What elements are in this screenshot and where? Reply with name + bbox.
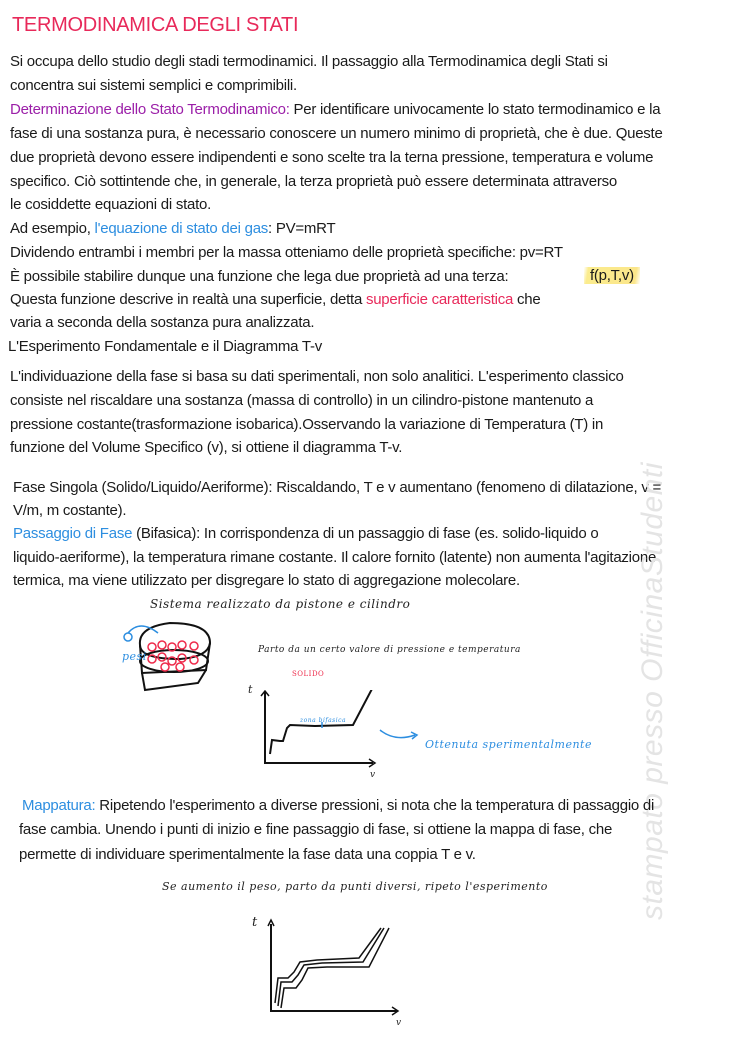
phase-map-sketch xyxy=(262,918,412,1023)
fase-singola-line: Fase Singola (Solido/Liquido/Aeriforme): Riscaldando, T e v aumentano (fenomeno di dilatazione, v = xyxy=(13,479,662,496)
passaggio-label: Passaggio di Fase xyxy=(13,525,133,542)
determinazione-line: fase di una sostanza pura, è necessario conoscere un numero minimo di proprietà, che è due. Queste xyxy=(10,125,663,142)
fase-singola-line: V/m, m costante). xyxy=(13,502,127,519)
sketch1-caption: Sistema realizzato da pistone e cilindro xyxy=(150,597,411,611)
ottenuta-label: Ottenuta sperimentalmente xyxy=(425,738,592,751)
esperimento-line: consiste nel riscaldare una sostanza (massa di controllo) in un cilindro-pistone mantenuto a xyxy=(10,392,594,409)
esperimento-line: funzione del Volume Specifico (v), si ottiene il diagramma T-v. xyxy=(10,439,403,456)
passaggio-line xyxy=(13,524,598,544)
bifasica-label: zona bifasica xyxy=(300,717,347,724)
section-heading: L'Esperimento Fondamentale e il Diagramma T-v xyxy=(8,338,322,355)
solido-label: SOLIDO xyxy=(292,670,325,678)
mappatura-line xyxy=(22,796,654,816)
esempio-prefix: Ad esempio, xyxy=(10,220,95,237)
mappatura-line: permette di individuare sperimentalmente la fase data una coppia T e v. xyxy=(19,846,476,863)
possibile-line xyxy=(10,267,508,287)
passaggio-line: liquido-aeriforme), la temperatura rimane costante. Il calore fornito (latente) non aumenta l'agitazione xyxy=(13,549,657,566)
determinazione-label: Determinazione dello Stato Termodinamico: xyxy=(10,101,290,118)
determinazione-line xyxy=(10,100,660,120)
esempio-line xyxy=(10,219,335,239)
page-title: TERMODINAMICA DEGLI STATI xyxy=(12,14,299,36)
esempio-suffix: : PV=mRT xyxy=(268,220,336,237)
tv-diagram-sketch xyxy=(255,690,430,770)
sketch2-caption: Se aumento il peso, parto da punti diversi, ripeto l'esperimento xyxy=(162,880,548,893)
equazione-gas-link: l'equazione di stato dei gas xyxy=(94,220,269,237)
superficie-term: superficie caratteristica xyxy=(365,291,514,308)
determinazione-line: due proprietà devono essere indipendenti e sono scelte tra la terna pressione, temperatura e volume xyxy=(10,149,654,166)
watermark: stampato presso OfficinaStudenti xyxy=(636,462,669,920)
mappatura-text: Ripetendo l'esperimento a diverse pressioni, si nota che la temperatura di passaggio di xyxy=(95,797,655,814)
superficie-line: varia a seconda della sostanza pura analizzata. xyxy=(10,314,315,331)
esperimento-line: pressione costante(trasformazione isobarica).Osservando la variazione di Temperatura (T) in xyxy=(10,416,604,433)
v-axis-label: v xyxy=(396,1018,402,1028)
v-axis-label: v xyxy=(370,770,376,780)
mappatura-label: Mappatura: xyxy=(22,797,96,814)
superficie-line xyxy=(10,290,540,310)
passaggio-text: (Bifasica): In corrispondenza di un passaggio di fase (es. solido-liquido o xyxy=(132,525,599,542)
esperimento-line: L'individuazione della fase si basa su dati sperimentali, non solo analitici. L'esperimento classico xyxy=(10,368,624,385)
passaggio-line: termica, ma viene utilizzato per disgregare lo stato di aggregazione molecolare. xyxy=(13,572,520,589)
formula: f(p,T,v) xyxy=(584,267,640,284)
pesi-label: pesi xyxy=(122,650,147,663)
intro-line: concentra sui sistemi semplici e comprimibili. xyxy=(10,77,297,94)
superficie-prefix: Questa funzione descrive in realtà una superficie, detta xyxy=(10,291,366,308)
mappatura-line: fase cambia. Unendo i punti di inizio e fine passaggio di fase, si ottiene la mappa di fase, che xyxy=(19,821,613,838)
determinazione-text: Per identificare univocamente lo stato termodinamico e la xyxy=(289,101,661,118)
formula-highlight xyxy=(584,266,640,286)
dividendo-line: Dividendo entrambi i membri per la massa otteniamo delle proprietà specifiche: pv=RT xyxy=(10,244,563,261)
t-axis-label: t xyxy=(252,915,258,930)
intro-line: Si occupa dello studio degli stadi termodinamici. Il passaggio alla Termodinamica degli Stati si xyxy=(10,53,608,70)
superficie-suffix: che xyxy=(513,291,541,308)
sketch1-note: Parto da un certo valore di pressione e temperatura xyxy=(258,645,521,655)
determinazione-line: specifico. Ciò sottintende che, in generale, la terza proprietà può essere determinata attraverso xyxy=(10,173,617,190)
t-axis-label: t xyxy=(248,683,253,696)
possibile-text: È possibile stabilire dunque una funzione che lega due proprietà ad una terza: xyxy=(10,268,509,285)
determinazione-line: le cosiddette equazioni di stato. xyxy=(10,196,212,213)
